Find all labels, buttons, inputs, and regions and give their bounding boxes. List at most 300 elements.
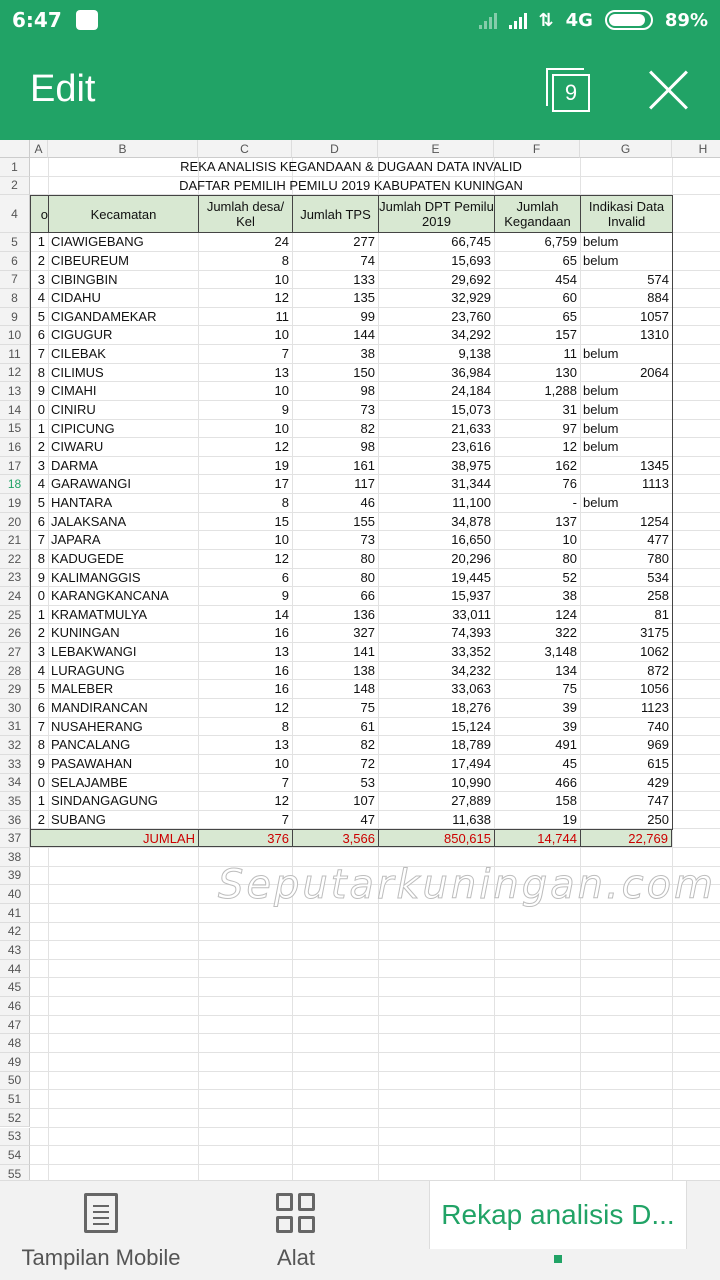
table-cell[interactable]: 21,633 xyxy=(451,420,491,436)
row-header-45[interactable]: 45 xyxy=(0,978,30,997)
sheet-tab-active[interactable]: Rekap analisis D... xyxy=(429,1181,687,1249)
table-cell[interactable]: belum xyxy=(583,439,619,455)
table-cell[interactable]: 8 xyxy=(37,550,45,566)
table-cell[interactable]: 6,759 xyxy=(544,234,577,250)
table-cell[interactable]: 99 xyxy=(360,308,375,324)
table-cell[interactable]: 161 xyxy=(353,457,375,473)
table-cell[interactable]: 75 xyxy=(562,681,577,697)
column-header-d[interactable]: D xyxy=(292,140,378,158)
table-cell[interactable]: 5 xyxy=(37,681,45,697)
table-cell[interactable]: 107 xyxy=(353,793,375,809)
table-cell[interactable]: 12 xyxy=(274,439,289,455)
table-cell[interactable]: 162 xyxy=(555,457,577,473)
table-cell[interactable]: 1310 xyxy=(640,327,669,343)
row-header-43[interactable]: 43 xyxy=(0,941,30,960)
table-cell[interactable]: 12 xyxy=(274,700,289,715)
table-cell[interactable]: 1062 xyxy=(640,644,669,660)
table-cell[interactable]: 534 xyxy=(647,569,669,585)
row-header-27[interactable]: 27 xyxy=(0,643,30,662)
table-cell[interactable]: 16 xyxy=(274,625,289,641)
table-cell[interactable]: 148 xyxy=(353,681,375,697)
table-cell[interactable]: 10 xyxy=(274,383,289,399)
row-header-33[interactable]: 33 xyxy=(0,755,30,774)
table-cell[interactable]: 12 xyxy=(274,793,289,809)
row-header-15[interactable]: 15 xyxy=(0,420,30,439)
table-header-cell[interactable]: Jumlah Kegandaan xyxy=(494,195,581,233)
row-header-28[interactable]: 28 xyxy=(0,662,30,681)
table-cell[interactable]: 10 xyxy=(274,420,289,436)
table-cell[interactable]: 15,693 xyxy=(451,252,491,268)
table-cell[interactable]: 33,352 xyxy=(451,644,491,660)
row-header-30[interactable]: 30 xyxy=(0,699,30,718)
table-cell[interactable]: CIGUGUR xyxy=(51,327,113,343)
row-header-32[interactable]: 32 xyxy=(0,736,30,755)
column-header-h[interactable]: H xyxy=(672,140,720,158)
table-cell[interactable]: 158 xyxy=(555,793,577,809)
table-cell[interactable]: 884 xyxy=(647,290,669,306)
table-cell[interactable]: 80 xyxy=(360,569,375,585)
table-cell[interactable]: 14 xyxy=(274,606,289,622)
table-cell[interactable]: 4 xyxy=(37,662,45,678)
table-cell[interactable]: 65 xyxy=(562,308,577,324)
row-header-47[interactable]: 47 xyxy=(0,1016,30,1035)
total-kegandaan[interactable]: 14,744 xyxy=(494,829,580,847)
table-cell[interactable]: SINDANGAGUNG xyxy=(51,793,158,809)
row-header-46[interactable]: 46 xyxy=(0,997,30,1016)
table-cell[interactable]: 16 xyxy=(274,662,289,678)
table-cell[interactable]: 98 xyxy=(360,383,375,399)
row-header-54[interactable]: 54 xyxy=(0,1146,30,1165)
table-cell[interactable]: belum xyxy=(583,401,619,417)
table-cell[interactable]: CIDAHU xyxy=(51,290,101,306)
table-cell[interactable]: 8 xyxy=(37,737,45,753)
table-cell[interactable]: 491 xyxy=(555,737,577,753)
total-label[interactable]: JUMLAH xyxy=(30,829,198,847)
table-cell[interactable]: MALEBER xyxy=(51,681,114,697)
row-header-42[interactable]: 42 xyxy=(0,923,30,942)
table-cell[interactable]: HANTARA xyxy=(51,495,113,511)
table-cell[interactable]: 258 xyxy=(647,588,669,604)
table-cell[interactable]: PASAWAHAN xyxy=(51,755,133,771)
table-cell[interactable]: 19 xyxy=(274,457,289,473)
table-cell[interactable]: 45 xyxy=(562,755,577,771)
table-cell[interactable]: 33,011 xyxy=(452,606,491,622)
table-cell[interactable]: 10 xyxy=(274,271,289,287)
table-cell[interactable]: 429 xyxy=(647,774,669,790)
table-cell[interactable]: KUNINGAN xyxy=(51,625,120,641)
row-header-7[interactable]: 7 xyxy=(0,271,30,290)
table-cell[interactable]: 18,276 xyxy=(451,700,491,715)
table-cell[interactable]: 17 xyxy=(274,476,289,492)
column-header-g[interactable]: G xyxy=(580,140,672,158)
table-cell[interactable]: 0 xyxy=(37,588,45,604)
row-header-31[interactable]: 31 xyxy=(0,718,30,737)
row-header-48[interactable]: 48 xyxy=(0,1034,30,1053)
table-cell[interactable]: 137 xyxy=(555,513,577,529)
table-cell[interactable]: KALIMANGGIS xyxy=(51,569,141,585)
table-cell[interactable]: 615 xyxy=(647,755,669,771)
table-cell[interactable]: 477 xyxy=(647,532,669,548)
table-cell[interactable]: 74,393 xyxy=(451,625,491,641)
table-cell[interactable]: 65 xyxy=(562,252,577,268)
table-cell[interactable]: 12 xyxy=(274,290,289,306)
table-cell[interactable]: 1 xyxy=(37,420,45,436)
table-cell[interactable]: 134 xyxy=(555,662,577,678)
row-header-22[interactable]: 22 xyxy=(0,550,30,569)
sheets-button[interactable] xyxy=(546,68,590,112)
table-cell[interactable]: 10 xyxy=(274,532,289,548)
table-cell[interactable]: 1057 xyxy=(640,308,669,324)
table-cell[interactable]: 81 xyxy=(654,606,669,622)
table-cell[interactable]: 10 xyxy=(274,755,289,771)
row-header-25[interactable]: 25 xyxy=(0,606,30,625)
table-header-cell[interactable]: Jumlah desa/ Kel xyxy=(198,195,293,233)
row-header-50[interactable]: 50 xyxy=(0,1072,30,1091)
table-cell[interactable]: 740 xyxy=(647,718,669,734)
table-cell[interactable]: 5 xyxy=(37,495,45,511)
table-cell[interactable]: LURAGUNG xyxy=(51,662,125,678)
table-cell[interactable]: 7 xyxy=(281,346,289,362)
table-cell[interactable]: 3 xyxy=(37,644,45,660)
table-cell[interactable]: 454 xyxy=(555,271,577,287)
table-cell[interactable]: 13 xyxy=(274,737,289,753)
table-cell[interactable]: 969 xyxy=(647,737,669,753)
table-cell[interactable]: 2 xyxy=(37,811,45,827)
table-cell[interactable]: KADUGEDE xyxy=(51,550,124,566)
table-cell[interactable]: CIBINGBIN xyxy=(51,271,118,287)
table-cell[interactable]: CILIMUS xyxy=(51,364,104,380)
table-cell[interactable]: 117 xyxy=(354,476,375,492)
table-cell[interactable]: 9 xyxy=(37,755,45,771)
table-cell[interactable]: CIBEUREUM xyxy=(51,252,130,268)
table-cell[interactable]: 52 xyxy=(562,569,577,585)
table-cell[interactable]: 1,288 xyxy=(544,383,577,399)
table-cell[interactable]: 1254 xyxy=(640,513,669,529)
table-cell[interactable]: belum xyxy=(583,495,619,511)
table-cell[interactable]: 38 xyxy=(562,588,577,604)
table-cell[interactable]: 7 xyxy=(37,346,45,362)
table-cell[interactable]: 7 xyxy=(281,811,289,827)
table-cell[interactable]: 98 xyxy=(360,439,375,455)
table-cell[interactable]: 2 xyxy=(37,439,45,455)
column-header-b[interactable]: B xyxy=(48,140,198,158)
row-header-2[interactable]: 2 xyxy=(0,177,30,196)
table-cell[interactable]: 155 xyxy=(353,513,375,529)
row-header-1[interactable]: 1 xyxy=(0,158,30,177)
table-cell[interactable]: 31 xyxy=(562,401,577,417)
table-cell[interactable]: GARAWANGI xyxy=(51,476,131,492)
total-desa[interactable]: 376 xyxy=(198,829,292,847)
table-cell[interactable]: 60 xyxy=(562,290,577,306)
select-all-corner[interactable] xyxy=(0,140,30,158)
row-header-36[interactable]: 36 xyxy=(0,811,30,830)
row-header-52[interactable]: 52 xyxy=(0,1109,30,1128)
row-header-55[interactable]: 55 xyxy=(0,1165,30,1180)
table-cell[interactable]: 1 xyxy=(37,234,45,250)
table-cell[interactable]: 9 xyxy=(37,383,45,399)
row-header-14[interactable]: 14 xyxy=(0,401,30,420)
row-header-6[interactable]: 6 xyxy=(0,252,30,271)
table-cell[interactable]: 24 xyxy=(274,234,289,250)
table-cell[interactable]: 0 xyxy=(37,401,45,417)
table-cell[interactable]: 46 xyxy=(360,495,375,511)
table-cell[interactable]: 32,929 xyxy=(451,290,491,306)
table-cell[interactable]: CILEBAK xyxy=(51,346,106,362)
table-cell[interactable]: 11,100 xyxy=(452,495,491,511)
table-cell[interactable]: JAPARA xyxy=(51,532,101,548)
table-cell[interactable]: 9 xyxy=(37,569,45,585)
row-header-5[interactable]: 5 xyxy=(0,233,30,252)
table-cell[interactable]: 12 xyxy=(562,439,577,455)
table-cell[interactable]: 18,789 xyxy=(451,737,491,753)
table-cell[interactable]: 36,984 xyxy=(451,364,491,380)
table-cell[interactable]: 133 xyxy=(353,271,375,287)
table-cell[interactable]: SELAJAMBE xyxy=(51,774,128,790)
table-cell[interactable]: 34,292 xyxy=(451,327,491,343)
table-cell[interactable]: 327 xyxy=(353,625,375,641)
table-header-cell[interactable]: Jumlah DPT Pemilu 2019 xyxy=(378,195,495,233)
table-cell[interactable]: DARMA xyxy=(51,457,98,473)
table-cell[interactable]: 23,760 xyxy=(451,308,491,324)
row-header-16[interactable]: 16 xyxy=(0,438,30,457)
table-cell[interactable]: 66,745 xyxy=(451,234,491,250)
row-header-34[interactable]: 34 xyxy=(0,774,30,793)
table-cell[interactable]: 20,296 xyxy=(451,550,491,566)
table-cell[interactable]: 136 xyxy=(353,606,375,622)
table-cell[interactable]: 8 xyxy=(37,364,45,380)
row-header-8[interactable]: 8 xyxy=(0,289,30,308)
table-cell[interactable]: 3,148 xyxy=(544,644,577,660)
table-cell[interactable]: CIGANDAMEKAR xyxy=(51,308,157,324)
table-cell[interactable]: 13 xyxy=(274,364,289,380)
table-cell[interactable]: 24,184 xyxy=(451,383,491,399)
table-cell[interactable]: 7 xyxy=(37,532,45,548)
table-cell[interactable]: CIAWIGEBANG xyxy=(51,234,144,250)
table-cell[interactable]: 144 xyxy=(353,327,375,343)
table-cell[interactable]: 80 xyxy=(562,550,577,566)
table-cell[interactable]: CIWARU xyxy=(51,439,104,455)
table-cell[interactable]: SUBANG xyxy=(51,811,106,827)
table-cell[interactable]: 466 xyxy=(555,774,577,790)
table-cell[interactable]: 27,889 xyxy=(451,793,491,809)
column-header-e[interactable]: E xyxy=(378,140,494,158)
table-cell[interactable]: KARANGKANCANA xyxy=(51,588,169,604)
table-cell[interactable]: 574 xyxy=(647,271,669,287)
table-cell[interactable]: 72 xyxy=(360,755,375,771)
table-cell[interactable]: 2 xyxy=(37,252,45,268)
table-cell[interactable]: 250 xyxy=(647,811,669,827)
table-cell[interactable]: belum xyxy=(583,420,619,436)
table-cell[interactable]: CIPICUNG xyxy=(51,420,115,436)
table-cell[interactable]: 73 xyxy=(360,401,375,417)
table-cell[interactable]: 4 xyxy=(37,290,45,306)
table-cell[interactable]: 9,138 xyxy=(458,346,491,362)
total-tps[interactable]: 3,566 xyxy=(292,829,378,847)
table-cell[interactable]: 4 xyxy=(37,476,45,492)
table-cell[interactable]: 130 xyxy=(555,364,577,380)
table-cell[interactable]: 82 xyxy=(360,737,375,753)
table-cell[interactable]: 23,616 xyxy=(451,439,491,455)
table-cell[interactable]: 1123 xyxy=(641,700,669,715)
table-header-cell[interactable]: Indikasi Data Invalid xyxy=(580,195,673,233)
column-header-a[interactable]: A xyxy=(30,140,48,158)
table-cell[interactable]: CINIRU xyxy=(51,401,96,417)
table-cell[interactable]: 747 xyxy=(647,793,669,809)
table-cell[interactable]: 6 xyxy=(37,327,45,343)
table-cell[interactable]: 138 xyxy=(353,662,375,678)
table-cell[interactable]: 53 xyxy=(360,774,375,790)
table-cell[interactable]: 1056 xyxy=(640,681,669,697)
row-header-12[interactable]: 12 xyxy=(0,364,30,383)
table-cell[interactable]: belum xyxy=(583,252,619,268)
table-cell[interactable]: 3175 xyxy=(640,625,669,641)
table-cell[interactable]: 73 xyxy=(360,532,375,548)
table-cell[interactable]: 39 xyxy=(562,718,577,734)
table-cell[interactable]: 39 xyxy=(562,700,577,715)
table-cell[interactable]: 0 xyxy=(37,774,45,790)
table-cell[interactable]: 2064 xyxy=(640,364,669,380)
row-header-17[interactable]: 17 xyxy=(0,457,30,476)
table-header-cell[interactable]: Jumlah TPS xyxy=(292,195,379,233)
row-header-29[interactable]: 29 xyxy=(0,680,30,699)
table-header-cell[interactable]: o xyxy=(30,195,49,233)
row-header-11[interactable]: 11 xyxy=(0,345,30,364)
table-cell[interactable]: 872 xyxy=(647,662,669,678)
column-header-c[interactable]: C xyxy=(198,140,292,158)
table-cell[interactable]: 1 xyxy=(37,606,45,622)
row-header-37[interactable]: 37 xyxy=(0,829,30,848)
table-cell[interactable]: belum xyxy=(583,383,619,399)
table-cell[interactable]: CIMAHI xyxy=(51,383,97,399)
row-header-41[interactable]: 41 xyxy=(0,904,30,923)
tools-button[interactable] xyxy=(246,1181,346,1280)
table-cell[interactable]: 322 xyxy=(555,625,577,641)
table-cell[interactable]: 7 xyxy=(37,718,45,734)
table-cell[interactable]: 74 xyxy=(360,252,375,268)
table-cell[interactable]: 8 xyxy=(281,718,289,734)
row-header-19[interactable]: 19 xyxy=(0,494,30,513)
table-cell[interactable]: 16,650 xyxy=(451,532,491,548)
table-cell[interactable]: 2 xyxy=(37,625,45,641)
table-cell[interactable]: 10 xyxy=(562,532,577,548)
table-cell[interactable]: KRAMATMULYA xyxy=(51,606,148,622)
table-cell[interactable]: 6 xyxy=(281,569,289,585)
table-cell[interactable]: 31,344 xyxy=(451,476,491,492)
table-cell[interactable]: 1345 xyxy=(640,457,669,473)
row-header-53[interactable]: 53 xyxy=(0,1128,30,1147)
mobile-view-button[interactable] xyxy=(16,1181,186,1280)
row-header-44[interactable]: 44 xyxy=(0,960,30,979)
table-cell[interactable]: 47 xyxy=(360,811,375,827)
row-header-40[interactable]: 40 xyxy=(0,885,30,904)
table-cell[interactable]: 9 xyxy=(281,401,289,417)
table-cell[interactable]: 29,692 xyxy=(451,271,491,287)
table-cell[interactable]: 15 xyxy=(274,513,289,529)
table-cell[interactable]: 34,232 xyxy=(451,662,491,678)
total-invalid[interactable]: 22,769 xyxy=(580,829,672,847)
row-header-23[interactable]: 23 xyxy=(0,569,30,588)
table-cell[interactable]: - xyxy=(572,495,577,511)
table-cell[interactable]: 141 xyxy=(353,644,375,660)
table-cell[interactable]: 80 xyxy=(360,550,375,566)
table-header-cell[interactable]: Kecamatan xyxy=(48,195,199,233)
table-cell[interactable]: 38,975 xyxy=(451,457,491,473)
table-cell[interactable]: 66 xyxy=(360,588,375,604)
table-cell[interactable]: 15,124 xyxy=(451,718,491,734)
table-cell[interactable]: 7 xyxy=(281,774,289,790)
spreadsheet-grid[interactable] xyxy=(0,140,720,1180)
row-header-9[interactable]: 9 xyxy=(0,308,30,327)
table-cell[interactable]: 15,937 xyxy=(451,588,491,604)
table-cell[interactable]: LEBAKWANGI xyxy=(51,644,137,660)
table-cell[interactable]: JALAKSANA xyxy=(51,513,127,529)
table-cell[interactable]: 780 xyxy=(647,550,669,566)
close-button[interactable] xyxy=(648,70,688,110)
table-cell[interactable]: 11 xyxy=(275,308,289,324)
table-cell[interactable]: 277 xyxy=(353,234,375,250)
table-cell[interactable]: 150 xyxy=(353,364,375,380)
row-header-10[interactable]: 10 xyxy=(0,326,30,345)
table-cell[interactable]: 5 xyxy=(37,308,45,324)
row-header-49[interactable]: 49 xyxy=(0,1053,30,1072)
table-cell[interactable]: 10 xyxy=(274,327,289,343)
row-header-24[interactable]: 24 xyxy=(0,587,30,606)
table-cell[interactable]: 11 xyxy=(563,346,577,362)
table-cell[interactable]: 82 xyxy=(360,420,375,436)
table-cell[interactable]: 15,073 xyxy=(451,401,491,417)
table-cell[interactable]: 3 xyxy=(37,271,45,287)
row-header-18[interactable]: 18 xyxy=(0,475,30,494)
table-cell[interactable]: 11,638 xyxy=(452,811,491,827)
row-header-26[interactable]: 26 xyxy=(0,624,30,643)
table-cell[interactable]: 124 xyxy=(555,606,577,622)
table-cell[interactable]: 19,445 xyxy=(451,569,491,585)
table-cell[interactable]: 33,063 xyxy=(451,681,491,697)
table-cell[interactable]: 1113 xyxy=(642,476,669,492)
column-header-f[interactable]: F xyxy=(494,140,580,158)
table-cell[interactable]: 6 xyxy=(37,700,45,715)
row-header-35[interactable]: 35 xyxy=(0,792,30,811)
table-cell[interactable]: 75 xyxy=(360,700,375,715)
table-cell[interactable]: NUSAHERANG xyxy=(51,718,143,734)
table-cell[interactable]: 3 xyxy=(37,457,45,473)
table-cell[interactable]: 61 xyxy=(360,718,375,734)
table-cell[interactable]: 135 xyxy=(353,290,375,306)
table-cell[interactable]: 8 xyxy=(281,495,289,511)
table-cell[interactable]: 1 xyxy=(37,793,45,809)
table-cell[interactable]: 157 xyxy=(555,327,577,343)
row-header-20[interactable]: 20 xyxy=(0,513,30,532)
table-cell[interactable]: 76 xyxy=(562,476,577,492)
table-cell[interactable]: 38 xyxy=(360,346,375,362)
row-header-51[interactable]: 51 xyxy=(0,1090,30,1109)
table-cell[interactable]: 97 xyxy=(562,420,577,436)
row-header-39[interactable]: 39 xyxy=(0,867,30,886)
table-cell[interactable]: 10,990 xyxy=(451,774,491,790)
row-header-4[interactable]: 4 xyxy=(0,195,30,233)
row-header-13[interactable]: 13 xyxy=(0,382,30,401)
table-cell[interactable]: 34,878 xyxy=(451,513,491,529)
table-cell[interactable]: 16 xyxy=(274,681,289,697)
table-cell[interactable]: belum xyxy=(583,346,619,362)
table-cell[interactable]: 13 xyxy=(274,644,289,660)
table-cell[interactable]: 6 xyxy=(37,513,45,529)
row-header-21[interactable]: 21 xyxy=(0,531,30,550)
table-cell[interactable]: MANDIRANCAN xyxy=(51,700,148,715)
table-cell[interactable]: 19 xyxy=(562,811,577,827)
table-cell[interactable]: 8 xyxy=(281,252,289,268)
table-cell[interactable]: 17,494 xyxy=(451,755,491,771)
